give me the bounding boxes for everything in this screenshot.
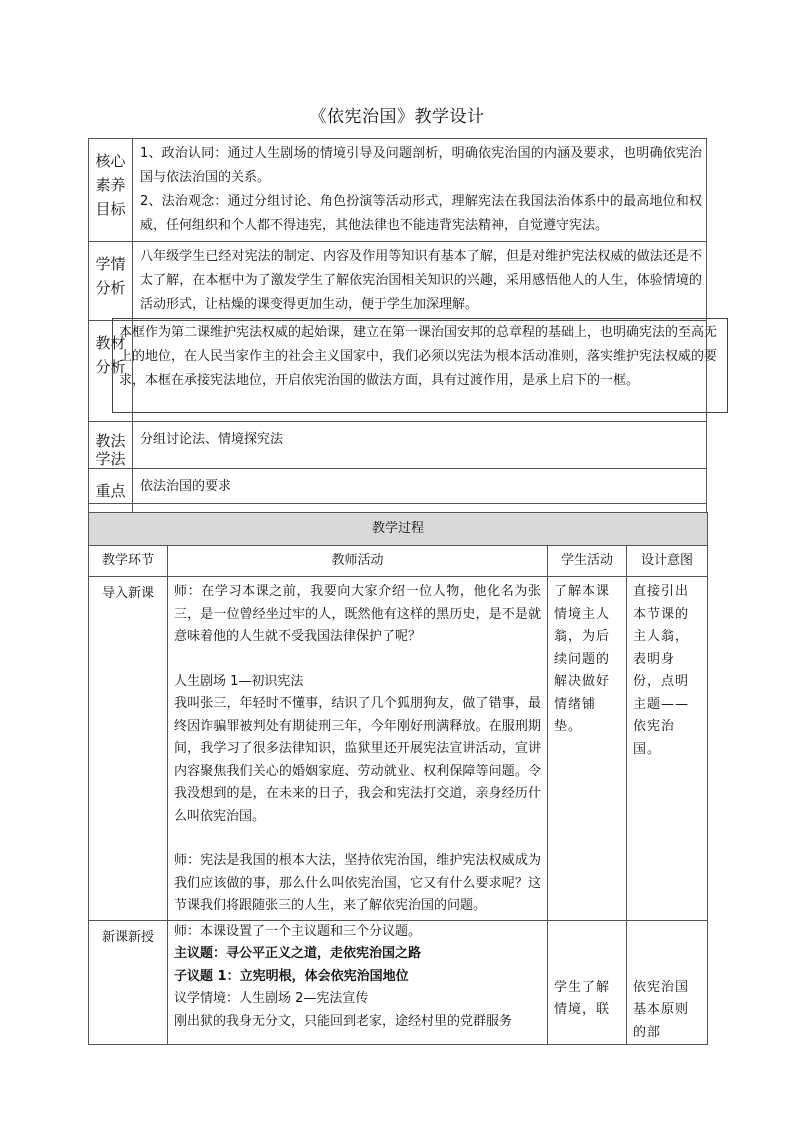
process-column-headers bbox=[89, 546, 708, 577]
teacher-paragraph: 师：宪法是我国的根本大法，坚持依宪治国，维护宪法权威成为我们应该做的事，那么什么叫依宪治国，它又有什么要求呢？这节课我们将跟随张三的人生，来了解依宪治国的问题。 bbox=[174, 853, 541, 913]
process-table bbox=[88, 512, 708, 1045]
design-intent: 直接引出本节课的主人翁，表明身份，点明主题——依宪治国。 bbox=[627, 577, 708, 921]
teacher-paragraph: 师：本课设置了一个主议题和三个分议题。 bbox=[174, 923, 422, 939]
student-activity: 学生了解情境，联 bbox=[548, 920, 627, 1045]
info-content: 分组讨论法、情境探究法 bbox=[133, 422, 707, 469]
design-intent: 依宪治国基本原则的部 bbox=[627, 920, 708, 1045]
document-title: 《依宪治国》教学设计 bbox=[309, 107, 485, 127]
stage-cell: 导入新课 bbox=[89, 577, 168, 921]
process-heading: 教学过程 bbox=[89, 513, 708, 546]
info-row-learner bbox=[89, 242, 707, 321]
process-row-new-lesson bbox=[89, 920, 708, 1045]
info-row-key-point bbox=[89, 469, 707, 504]
info-label: 教材分析 bbox=[89, 321, 133, 422]
teacher-activity bbox=[168, 920, 548, 1045]
info-label: 核心素养目标 bbox=[89, 139, 133, 242]
teacher-paragraph: 我叫张三，年轻时不懂事，结识了几个狐朋狗友，做了错事，最终因诈骗罪被判处有期徒刑三年，今年刚好刑满释放。在服刑期间，我学习了很多法律知识，监狱里还开展宪法宣讲活动，宣讲内容聚焦我们关心的婚姻家庭、劳动就业、权利保障等问题。令我没想到的是，在未来的日子，我会和宪法打交道，亲身经历什么叫依宪治国。 bbox=[174, 696, 541, 824]
teacher-paragraph bbox=[174, 649, 541, 671]
material-analysis-textbox: 本框作为第二课维护宪法权威的起始课，建立在第一课治国安邦的总章程的基础上，也明确宪法的至高无上的地位，在人民当家作主的社会主义国家中，我们必须以宪法为根本活动准则，落实维护宪法权威的要求，本框在承接宪法地位，开启依宪治国的做法方面，具有过渡作用，是承上启下的一框。 bbox=[112, 318, 728, 413]
info-content: 依法治国的要求 bbox=[133, 469, 707, 504]
column-header: 设计意图 bbox=[627, 546, 708, 577]
info-content bbox=[133, 242, 707, 321]
info-row-objectives bbox=[89, 139, 707, 242]
info-paragraph: 1、政治认同：通过人生剧场的情境引导及问题剖析，明确依宪治国的内涵及要求，也明确依宪治国与依法治国的关系。 bbox=[140, 146, 702, 185]
teacher-paragraph: 师：在学习本课之前，我要向大家介绍一位人物，他化名为张三，是一位曾经坐过牢的人，既然他有这样的黑历史，是不是就意味着他的人生就不受我国法律保护了呢？ bbox=[174, 584, 541, 644]
info-paragraph: 2、法治观念：通过分组讨论、角色扮演等活动形式，理解宪法在我国法治体系中的最高地位和权威，任何组织和个人都不得违宪，其他法律也不能违背宪法精神，自觉遵守宪法。 bbox=[140, 194, 702, 233]
info-row-methods bbox=[89, 422, 707, 469]
teacher-paragraph: 刚出狱的我身无分文，只能回到老家，途经村里的党群服务 bbox=[174, 1013, 513, 1029]
teacher-paragraph: 人生剧场 1—初识宪法 bbox=[174, 673, 304, 689]
info-label: 重点 bbox=[89, 469, 133, 504]
stage-cell: 新课新授 bbox=[89, 920, 168, 1045]
info-label: 学情分析 bbox=[89, 242, 133, 321]
column-header: 教学环节 bbox=[89, 546, 168, 577]
sub-topic-1: 子议题 1：立宪明根，体会依宪治国地位 bbox=[174, 968, 409, 984]
student-activity: 了解本课情境主人翁，为后续问题的解决做好情绪铺垫。 bbox=[548, 577, 627, 921]
teacher-activity bbox=[168, 577, 548, 921]
main-topic: 主议题：寻公平正义之道，走依宪治国之路 bbox=[174, 946, 422, 961]
info-paragraph: 八年级学生已经对宪法的制定、内容及作用等知识有基本了解，但是对维护宪法权威的做法还是不太了解，在本框中为了激发学生了解依宪治国相关知识的兴趣，采用感悟他人的人生，体验情境的活动形式，让枯燥的课变得更加生动，便于学生加深理解。 bbox=[140, 249, 702, 312]
process-row-intro bbox=[89, 577, 708, 921]
teacher-paragraph bbox=[174, 828, 541, 850]
teacher-paragraph: 议学情境：人生剧场 2—宪法宣传 bbox=[174, 991, 369, 1006]
column-header: 学生活动 bbox=[548, 546, 627, 577]
info-content bbox=[133, 139, 707, 242]
column-header: 教师活动 bbox=[168, 546, 548, 577]
process-heading-row bbox=[89, 513, 708, 546]
info-label: 教法学法 bbox=[89, 422, 133, 469]
